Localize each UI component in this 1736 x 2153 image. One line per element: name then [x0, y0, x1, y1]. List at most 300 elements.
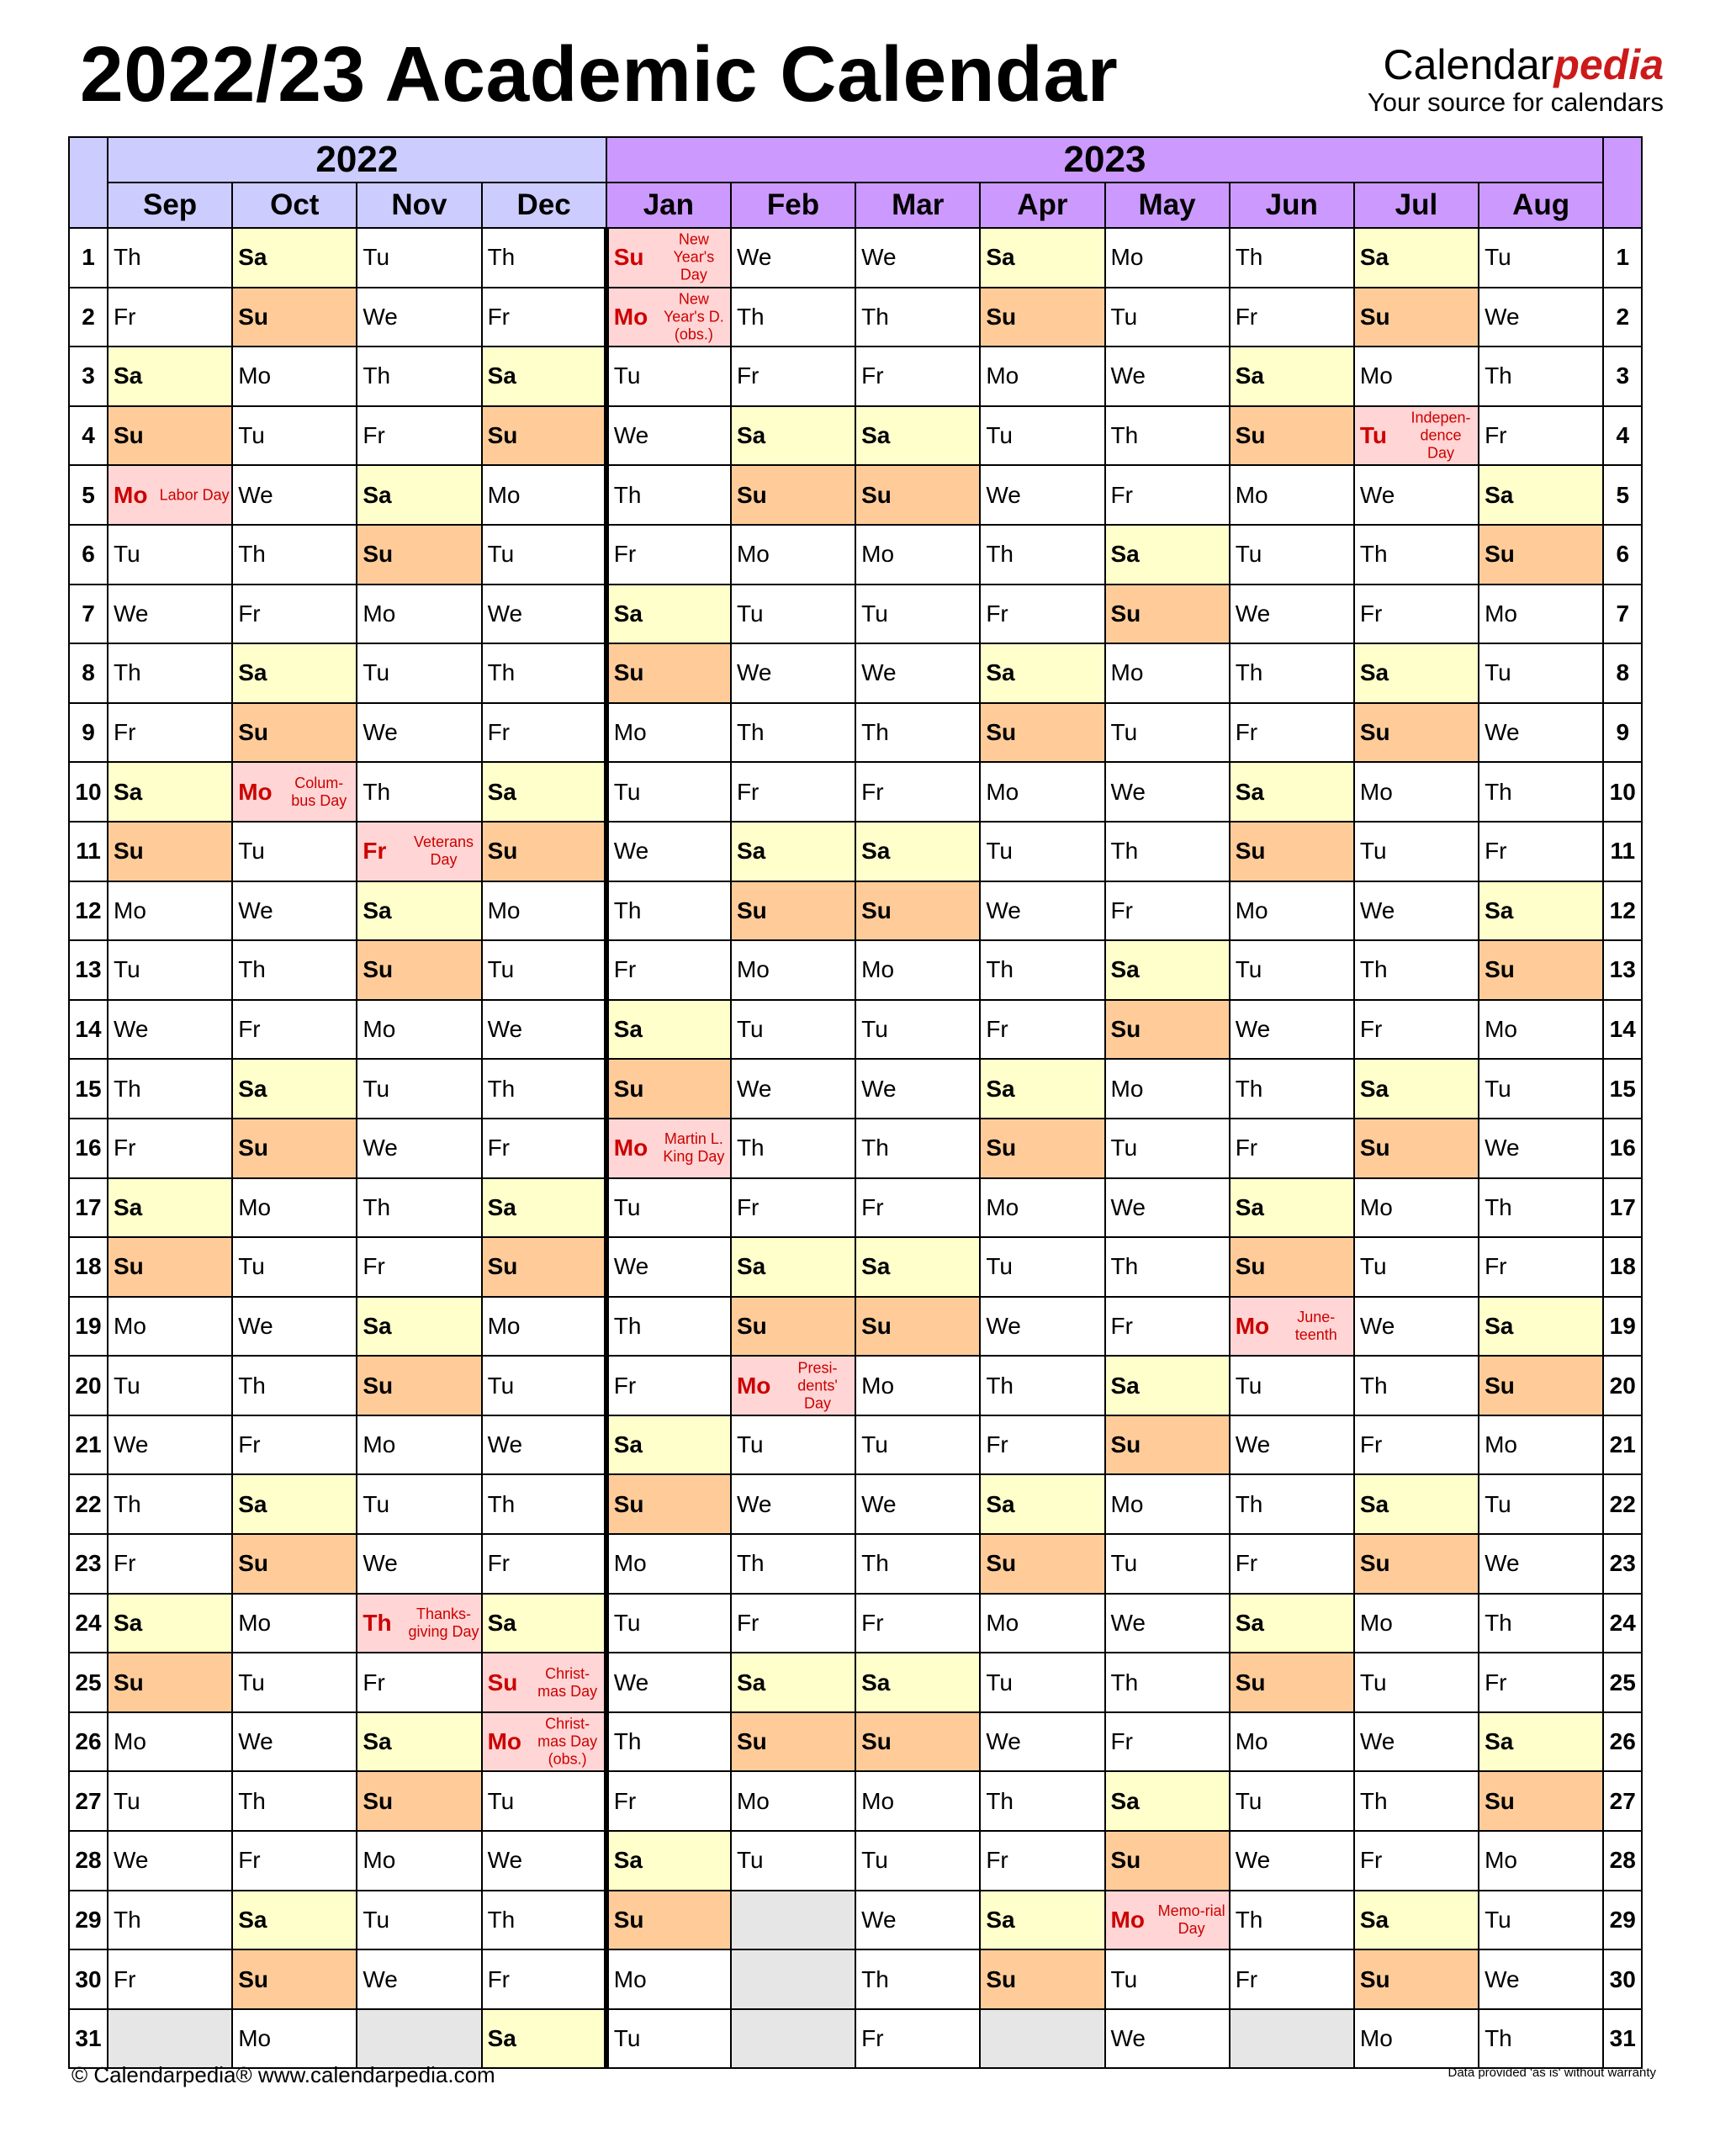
day-cell[interactable]	[1354, 1059, 1479, 1119]
day-cell[interactable]	[357, 1771, 481, 1831]
day-cell[interactable]	[482, 1712, 606, 1772]
day-cell[interactable]	[731, 585, 855, 644]
day-cell[interactable]	[1354, 1771, 1479, 1831]
day-cell[interactable]	[731, 1712, 855, 1772]
day-cell[interactable]	[232, 1297, 357, 1357]
day-cell[interactable]	[482, 1119, 606, 1178]
day-cell[interactable]	[1105, 643, 1230, 703]
day-cell[interactable]	[855, 1712, 980, 1772]
day-cell[interactable]	[1105, 1237, 1230, 1297]
day-cell[interactable]	[1354, 228, 1479, 288]
day-cell[interactable]	[357, 1119, 481, 1178]
day-cell[interactable]	[357, 762, 481, 822]
day-cell[interactable]	[1354, 1534, 1479, 1594]
day-cell[interactable]	[1354, 1415, 1479, 1475]
day-cell[interactable]	[108, 1000, 232, 1060]
day-cell[interactable]	[1354, 940, 1479, 1000]
day-cell[interactable]	[855, 1059, 980, 1119]
day-cell[interactable]	[108, 881, 232, 941]
day-cell[interactable]	[1354, 346, 1479, 406]
day-cell[interactable]	[357, 881, 481, 941]
day-cell[interactable]	[980, 346, 1104, 406]
day-cell[interactable]	[855, 1356, 980, 1415]
day-cell[interactable]	[1105, 2009, 1230, 2069]
day-cell[interactable]	[1479, 703, 1603, 763]
day-cell[interactable]	[482, 1237, 606, 1297]
day-cell[interactable]	[606, 1297, 731, 1357]
day-cell[interactable]	[482, 1831, 606, 1891]
day-cell[interactable]	[731, 762, 855, 822]
day-cell[interactable]	[357, 1594, 481, 1653]
day-cell[interactable]	[482, 881, 606, 941]
day-cell[interactable]	[1105, 1297, 1230, 1357]
day-cell[interactable]	[855, 881, 980, 941]
day-cell[interactable]	[1105, 228, 1230, 288]
day-cell[interactable]	[731, 703, 855, 763]
day-cell[interactable]	[606, 1059, 731, 1119]
day-cell[interactable]	[1479, 346, 1603, 406]
day-cell[interactable]	[731, 1594, 855, 1653]
day-cell[interactable]	[232, 703, 357, 763]
day-cell[interactable]	[357, 406, 481, 466]
day-cell[interactable]	[1105, 1831, 1230, 1891]
day-cell[interactable]	[855, 288, 980, 347]
day-cell[interactable]	[1354, 1178, 1479, 1238]
day-cell[interactable]	[1105, 288, 1230, 347]
day-cell[interactable]	[482, 762, 606, 822]
day-cell[interactable]	[1230, 1000, 1354, 1060]
day-cell[interactable]	[1230, 881, 1354, 941]
day-cell[interactable]	[1479, 1891, 1603, 1950]
day-cell[interactable]	[357, 1415, 481, 1475]
day-cell[interactable]	[482, 1474, 606, 1534]
day-cell[interactable]	[606, 1594, 731, 1653]
day-cell[interactable]	[980, 1534, 1104, 1594]
day-cell[interactable]	[108, 1891, 232, 1950]
day-cell[interactable]	[357, 1356, 481, 1415]
day-cell[interactable]	[606, 940, 731, 1000]
day-cell[interactable]	[1479, 1474, 1603, 1534]
day-cell[interactable]	[855, 703, 980, 763]
day-cell[interactable]	[482, 288, 606, 347]
day-cell[interactable]	[731, 228, 855, 288]
day-cell[interactable]	[232, 585, 357, 644]
day-cell[interactable]	[1230, 1356, 1354, 1415]
day-cell[interactable]	[482, 822, 606, 881]
day-cell[interactable]	[108, 1297, 232, 1357]
day-cell[interactable]	[232, 1119, 357, 1178]
day-cell[interactable]	[855, 1949, 980, 2009]
day-cell[interactable]	[1230, 1534, 1354, 1594]
day-cell[interactable]	[1105, 525, 1230, 585]
day-cell[interactable]	[731, 1178, 855, 1238]
day-cell[interactable]	[980, 1949, 1104, 2009]
day-cell[interactable]	[1230, 1119, 1354, 1178]
day-cell[interactable]	[482, 525, 606, 585]
day-cell[interactable]	[1479, 228, 1603, 288]
day-cell[interactable]	[980, 525, 1104, 585]
day-cell[interactable]	[855, 762, 980, 822]
day-cell[interactable]	[980, 940, 1104, 1000]
day-cell[interactable]	[232, 1356, 357, 1415]
day-cell[interactable]	[108, 1178, 232, 1238]
day-cell[interactable]	[1105, 346, 1230, 406]
day-cell[interactable]	[357, 346, 481, 406]
day-cell[interactable]	[357, 525, 481, 585]
day-cell[interactable]	[482, 1000, 606, 1060]
day-cell[interactable]	[980, 228, 1104, 288]
day-cell[interactable]	[482, 585, 606, 644]
day-cell[interactable]	[357, 1891, 481, 1950]
day-cell[interactable]	[1230, 1474, 1354, 1534]
day-cell[interactable]	[1354, 465, 1479, 525]
day-cell[interactable]	[606, 1831, 731, 1891]
day-cell[interactable]	[606, 1949, 731, 2009]
day-cell[interactable]	[731, 643, 855, 703]
day-cell[interactable]	[1479, 406, 1603, 466]
day-cell[interactable]	[1105, 1949, 1230, 2009]
day-cell[interactable]	[1105, 822, 1230, 881]
day-cell[interactable]	[980, 1653, 1104, 1712]
day-cell[interactable]	[1230, 525, 1354, 585]
day-cell[interactable]	[357, 1178, 481, 1238]
day-cell[interactable]	[108, 1712, 232, 1772]
day-cell[interactable]	[482, 346, 606, 406]
day-cell[interactable]	[980, 1356, 1104, 1415]
day-cell[interactable]	[1354, 1653, 1479, 1712]
day-cell[interactable]	[855, 228, 980, 288]
day-cell[interactable]	[980, 881, 1104, 941]
day-cell[interactable]	[482, 1415, 606, 1475]
day-cell[interactable]	[232, 288, 357, 347]
day-cell[interactable]	[482, 643, 606, 703]
day-cell[interactable]	[1105, 1534, 1230, 1594]
day-cell[interactable]	[232, 2009, 357, 2069]
day-cell[interactable]	[1230, 703, 1354, 763]
day-cell[interactable]	[606, 703, 731, 763]
day-cell[interactable]	[108, 822, 232, 881]
day-cell[interactable]	[855, 1594, 980, 1653]
day-cell[interactable]	[1354, 881, 1479, 941]
day-cell[interactable]	[1479, 1534, 1603, 1594]
day-cell[interactable]	[1479, 1949, 1603, 2009]
day-cell[interactable]	[232, 762, 357, 822]
day-cell[interactable]	[731, 940, 855, 1000]
day-cell[interactable]	[232, 525, 357, 585]
day-cell[interactable]	[1479, 465, 1603, 525]
day-cell[interactable]	[482, 228, 606, 288]
day-cell[interactable]	[482, 465, 606, 525]
day-cell[interactable]	[1354, 525, 1479, 585]
day-cell[interactable]	[232, 1534, 357, 1594]
day-cell[interactable]	[232, 228, 357, 288]
day-cell[interactable]	[1105, 1059, 1230, 1119]
day-cell[interactable]	[108, 1059, 232, 1119]
day-cell[interactable]	[980, 1712, 1104, 1772]
day-cell[interactable]	[1354, 1831, 1479, 1891]
day-cell[interactable]	[1354, 643, 1479, 703]
day-cell[interactable]	[232, 406, 357, 466]
day-cell[interactable]	[855, 1891, 980, 1950]
day-cell[interactable]	[482, 1949, 606, 2009]
day-cell[interactable]	[606, 1237, 731, 1297]
day-cell[interactable]	[855, 1653, 980, 1712]
day-cell[interactable]	[108, 1237, 232, 1297]
day-cell[interactable]	[1230, 643, 1354, 703]
day-cell[interactable]	[731, 1534, 855, 1594]
day-cell[interactable]	[232, 643, 357, 703]
day-cell[interactable]	[1230, 465, 1354, 525]
day-cell[interactable]	[482, 1059, 606, 1119]
day-cell[interactable]	[1354, 1474, 1479, 1534]
day-cell[interactable]	[855, 2009, 980, 2069]
day-cell[interactable]	[1105, 406, 1230, 466]
day-cell[interactable]	[232, 940, 357, 1000]
day-cell[interactable]	[108, 1653, 232, 1712]
day-cell[interactable]	[482, 2009, 606, 2069]
day-cell[interactable]	[731, 465, 855, 525]
day-cell[interactable]	[1105, 881, 1230, 941]
day-cell[interactable]	[1230, 1415, 1354, 1475]
day-cell[interactable]	[731, 1771, 855, 1831]
day-cell[interactable]	[1479, 762, 1603, 822]
day-cell[interactable]	[108, 1831, 232, 1891]
day-cell[interactable]	[1105, 940, 1230, 1000]
day-cell[interactable]	[1230, 1949, 1354, 2009]
day-cell[interactable]	[1479, 1831, 1603, 1891]
day-cell[interactable]	[1479, 1712, 1603, 1772]
day-cell[interactable]	[232, 346, 357, 406]
day-cell[interactable]	[1354, 1891, 1479, 1950]
day-cell[interactable]	[1354, 1297, 1479, 1357]
day-cell[interactable]	[357, 585, 481, 644]
day-cell[interactable]	[731, 1831, 855, 1891]
day-cell[interactable]	[1354, 1237, 1479, 1297]
day-cell[interactable]	[1479, 525, 1603, 585]
day-cell[interactable]	[731, 1653, 855, 1712]
day-cell[interactable]	[1230, 346, 1354, 406]
day-cell[interactable]	[108, 703, 232, 763]
day-cell[interactable]	[232, 1059, 357, 1119]
day-cell[interactable]	[232, 465, 357, 525]
day-cell[interactable]	[108, 585, 232, 644]
day-cell[interactable]	[855, 346, 980, 406]
day-cell[interactable]	[606, 1356, 731, 1415]
day-cell[interactable]	[606, 1000, 731, 1060]
day-cell[interactable]	[980, 822, 1104, 881]
day-cell[interactable]	[232, 1949, 357, 2009]
day-cell[interactable]	[1230, 228, 1354, 288]
day-cell[interactable]	[606, 346, 731, 406]
day-cell[interactable]	[1230, 1059, 1354, 1119]
day-cell[interactable]	[606, 643, 731, 703]
day-cell[interactable]	[357, 1712, 481, 1772]
day-cell[interactable]	[1230, 1297, 1354, 1357]
day-cell[interactable]	[980, 1297, 1104, 1357]
day-cell[interactable]	[1354, 1712, 1479, 1772]
day-cell[interactable]	[1230, 822, 1354, 881]
day-cell[interactable]	[482, 1891, 606, 1950]
day-cell[interactable]	[1479, 1594, 1603, 1653]
day-cell[interactable]	[606, 881, 731, 941]
day-cell[interactable]	[606, 2009, 731, 2069]
day-cell[interactable]	[980, 703, 1104, 763]
day-cell[interactable]	[1105, 1119, 1230, 1178]
day-cell[interactable]	[980, 585, 1104, 644]
day-cell[interactable]	[108, 228, 232, 288]
day-cell[interactable]	[731, 1000, 855, 1060]
day-cell[interactable]	[1479, 585, 1603, 644]
day-cell[interactable]	[731, 1415, 855, 1475]
day-cell[interactable]	[108, 346, 232, 406]
day-cell[interactable]	[1354, 406, 1479, 466]
day-cell[interactable]	[108, 1534, 232, 1594]
day-cell[interactable]	[606, 1474, 731, 1534]
day-cell[interactable]	[357, 1831, 481, 1891]
day-cell[interactable]	[855, 1474, 980, 1534]
day-cell[interactable]	[606, 1712, 731, 1772]
day-cell[interactable]	[855, 1831, 980, 1891]
day-cell[interactable]	[855, 1771, 980, 1831]
day-cell[interactable]	[606, 525, 731, 585]
day-cell[interactable]	[1105, 1474, 1230, 1534]
day-cell[interactable]	[606, 1415, 731, 1475]
day-cell[interactable]	[606, 762, 731, 822]
day-cell[interactable]	[1479, 940, 1603, 1000]
day-cell[interactable]	[606, 1119, 731, 1178]
day-cell[interactable]	[855, 643, 980, 703]
day-cell[interactable]	[1479, 1415, 1603, 1475]
day-cell[interactable]	[1479, 1000, 1603, 1060]
day-cell[interactable]	[855, 1297, 980, 1357]
day-cell[interactable]	[357, 1297, 481, 1357]
footer-copyright[interactable]: © Calendarpedia® www.calendarpedia.com	[71, 2062, 495, 2087]
day-cell[interactable]	[232, 1178, 357, 1238]
day-cell[interactable]	[1479, 1119, 1603, 1178]
day-cell[interactable]	[357, 643, 481, 703]
day-cell[interactable]	[357, 1653, 481, 1712]
day-cell[interactable]	[482, 1356, 606, 1415]
day-cell[interactable]	[357, 1474, 481, 1534]
day-cell[interactable]	[1105, 1771, 1230, 1831]
day-cell[interactable]	[606, 228, 731, 288]
day-cell[interactable]	[1354, 1000, 1479, 1060]
day-cell[interactable]	[232, 1653, 357, 1712]
day-cell[interactable]	[1479, 1178, 1603, 1238]
day-cell[interactable]	[482, 1771, 606, 1831]
day-cell[interactable]	[357, 1059, 481, 1119]
day-cell[interactable]	[606, 1891, 731, 1950]
day-cell[interactable]	[606, 406, 731, 466]
day-cell[interactable]	[108, 940, 232, 1000]
day-cell[interactable]	[980, 1415, 1104, 1475]
day-cell[interactable]	[1230, 1178, 1354, 1238]
day-cell[interactable]	[1479, 881, 1603, 941]
day-cell[interactable]	[1105, 1178, 1230, 1238]
day-cell[interactable]	[980, 1000, 1104, 1060]
day-cell[interactable]	[731, 406, 855, 466]
day-cell[interactable]	[731, 525, 855, 585]
day-cell[interactable]	[855, 1178, 980, 1238]
day-cell[interactable]	[232, 1831, 357, 1891]
day-cell[interactable]	[1230, 1771, 1354, 1831]
day-cell[interactable]	[1354, 2009, 1479, 2069]
day-cell[interactable]	[1105, 585, 1230, 644]
day-cell[interactable]	[980, 1237, 1104, 1297]
day-cell[interactable]	[855, 822, 980, 881]
day-cell[interactable]	[1479, 1059, 1603, 1119]
day-cell[interactable]	[855, 406, 980, 466]
day-cell[interactable]	[1230, 940, 1354, 1000]
day-cell[interactable]	[980, 643, 1104, 703]
day-cell[interactable]	[1354, 822, 1479, 881]
day-cell[interactable]	[980, 762, 1104, 822]
day-cell[interactable]	[731, 1356, 855, 1415]
day-cell[interactable]	[606, 1771, 731, 1831]
day-cell[interactable]	[606, 1653, 731, 1712]
day-cell[interactable]	[232, 1771, 357, 1831]
day-cell[interactable]	[1354, 1356, 1479, 1415]
day-cell[interactable]	[108, 1474, 232, 1534]
day-cell[interactable]	[232, 1712, 357, 1772]
day-cell[interactable]	[108, 1415, 232, 1475]
day-cell[interactable]	[108, 643, 232, 703]
day-cell[interactable]	[1354, 1119, 1479, 1178]
day-cell[interactable]	[855, 1000, 980, 1060]
day-cell[interactable]	[1105, 762, 1230, 822]
day-cell[interactable]	[357, 940, 481, 1000]
day-cell[interactable]	[108, 406, 232, 466]
day-cell[interactable]	[731, 288, 855, 347]
day-cell[interactable]	[855, 1237, 980, 1297]
day-cell[interactable]	[980, 1831, 1104, 1891]
day-cell[interactable]	[855, 940, 980, 1000]
day-cell[interactable]	[731, 1237, 855, 1297]
day-cell[interactable]	[357, 822, 481, 881]
day-cell[interactable]	[482, 1297, 606, 1357]
day-cell[interactable]	[1105, 1653, 1230, 1712]
day-cell[interactable]	[232, 1237, 357, 1297]
day-cell[interactable]	[731, 1297, 855, 1357]
day-cell[interactable]	[1230, 1891, 1354, 1950]
day-cell[interactable]	[1230, 288, 1354, 347]
day-cell[interactable]	[1105, 703, 1230, 763]
day-cell[interactable]	[1105, 1415, 1230, 1475]
day-cell[interactable]	[357, 1000, 481, 1060]
day-cell[interactable]	[232, 1891, 357, 1950]
day-cell[interactable]	[482, 703, 606, 763]
day-cell[interactable]	[482, 1178, 606, 1238]
day-cell[interactable]	[1230, 1237, 1354, 1297]
day-cell[interactable]	[980, 1891, 1104, 1950]
day-cell[interactable]	[232, 881, 357, 941]
day-cell[interactable]	[606, 1534, 731, 1594]
day-cell[interactable]	[1230, 1831, 1354, 1891]
day-cell[interactable]	[1479, 288, 1603, 347]
day-cell[interactable]	[731, 1119, 855, 1178]
day-cell[interactable]	[357, 288, 481, 347]
day-cell[interactable]	[1479, 1771, 1603, 1831]
day-cell[interactable]	[1105, 1891, 1230, 1950]
day-cell[interactable]	[232, 822, 357, 881]
day-cell[interactable]	[1105, 465, 1230, 525]
day-cell[interactable]	[232, 1415, 357, 1475]
day-cell[interactable]	[108, 1949, 232, 2009]
day-cell[interactable]	[1479, 822, 1603, 881]
day-cell[interactable]	[980, 288, 1104, 347]
day-cell[interactable]	[357, 1237, 481, 1297]
day-cell[interactable]	[855, 465, 980, 525]
